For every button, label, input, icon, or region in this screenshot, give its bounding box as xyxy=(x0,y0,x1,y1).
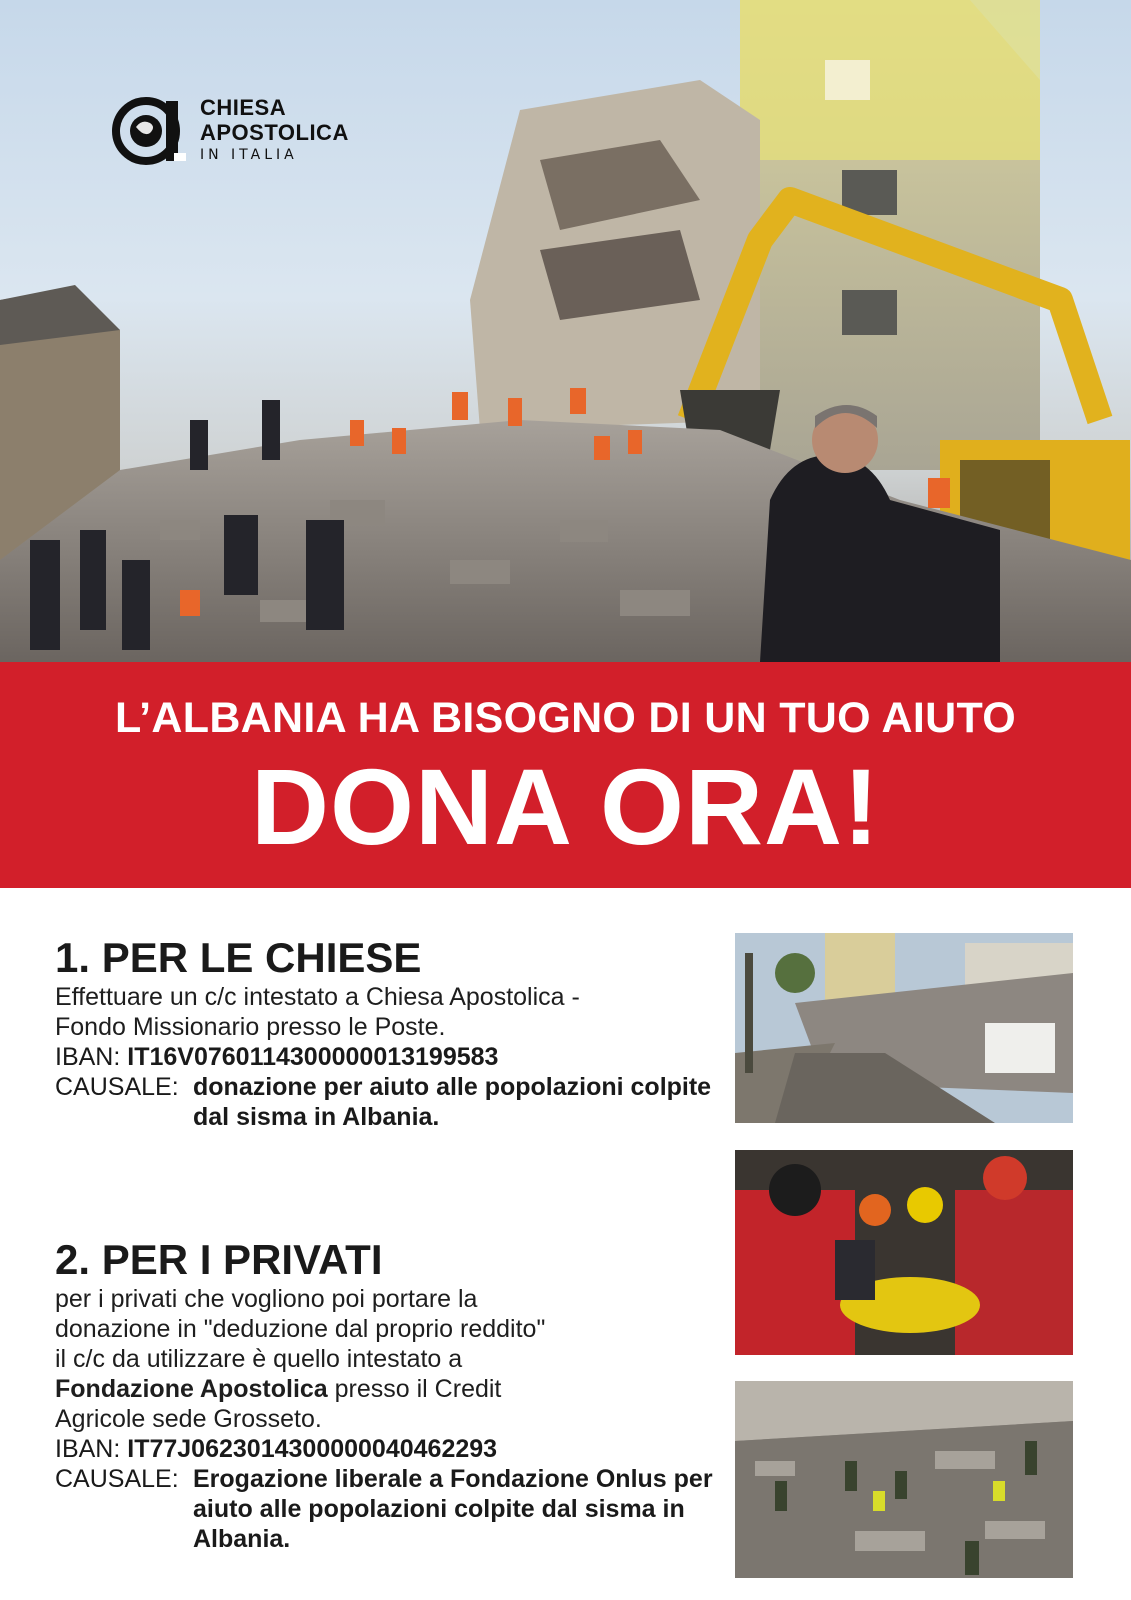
iban-value: IT77J0623014300000040462293 xyxy=(127,1435,498,1463)
banner-subtitle: L’ALBANIA HA BISOGNO DI UN TUO AIUTO xyxy=(114,694,1017,742)
section-churches-iban xyxy=(55,1042,715,1072)
causale-value: donazione per aiuto alle popolazioni colpite dal sisma in Albania. xyxy=(193,1073,712,1131)
section-privates-causale xyxy=(55,1464,715,1554)
section-churches-line-2: Fondo Missionario presso le Poste. xyxy=(55,1013,446,1041)
iban-value: IT16V0760114300000013199583 xyxy=(127,1043,499,1071)
photo-collapsed-street xyxy=(735,933,1073,1123)
causale-label: CAUSALE: xyxy=(55,1073,179,1101)
section-privates-line-4 xyxy=(55,1374,715,1404)
globe-a-logo-icon xyxy=(112,93,188,169)
causale-value: Erogazione liberale a Fondazione Onlus per aiuto alle popolazioni colpite dal sisma in Albania. xyxy=(193,1465,713,1553)
section-churches-line-1: Effettuare un c/c intestato a Chiesa Apostolica - xyxy=(55,983,580,1011)
section-churches-title: 1. PER LE CHIESE xyxy=(55,934,422,981)
photo-rescue-team xyxy=(735,1150,1073,1355)
section-privates-line-5: Agricole sede Grosseto. xyxy=(55,1405,322,1433)
iban-label: IBAN: xyxy=(55,1043,128,1071)
section-privates-iban xyxy=(55,1434,715,1464)
logo-line-2: APOSTOLICA xyxy=(200,120,349,145)
headline-banner xyxy=(0,662,1131,888)
section-churches-causale xyxy=(55,1072,715,1132)
section-churches xyxy=(55,934,715,1132)
section-privates-line-3: il c/c da utilizzare è quello intestato a xyxy=(55,1345,463,1373)
section-privates-line-4-rest: presso il Credit xyxy=(327,1375,502,1403)
logo-line-1: CHIESA xyxy=(200,95,287,120)
iban-label: IBAN: xyxy=(55,1435,128,1463)
logo-line-3: IN ITALIA xyxy=(200,147,298,163)
causale-label: CAUSALE: xyxy=(55,1465,179,1493)
section-privates-line-1: per i privati che vogliono poi portare la xyxy=(55,1285,478,1313)
brand-logo xyxy=(112,93,392,173)
donate-now-heading: DONA ORA! xyxy=(251,746,880,867)
hero-photo xyxy=(0,0,1131,662)
section-privates-title: 2. PER I PRIVATI xyxy=(55,1236,383,1283)
section-privates xyxy=(55,1236,715,1554)
photo-rubble-search xyxy=(735,1381,1073,1578)
section-privates-line-2: donazione in "deduzione dal proprio reddito" xyxy=(55,1315,546,1343)
foundation-name: Fondazione Apostolica xyxy=(55,1375,328,1403)
